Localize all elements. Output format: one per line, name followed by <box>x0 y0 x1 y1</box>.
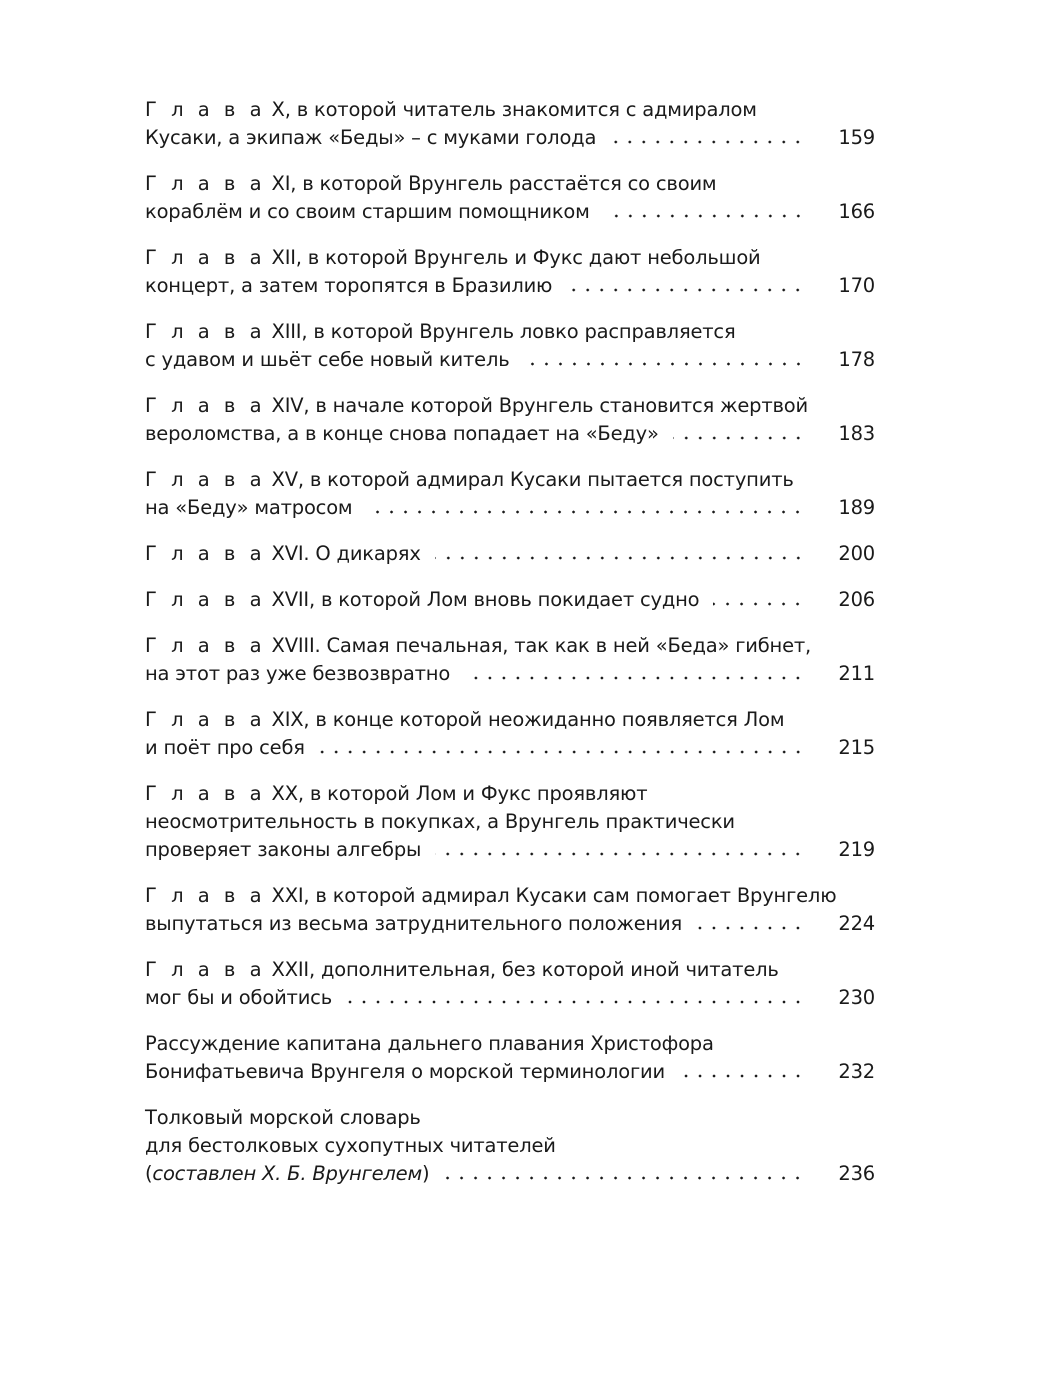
toc-entry-text <box>145 958 779 981</box>
toc-entry-line <box>145 392 875 420</box>
chapter-title: XVIII. Самая печальная, так как в ней «Беда» гибнет, <box>265 634 812 657</box>
toc-entry-line <box>145 466 875 494</box>
page-number: 200 <box>838 542 875 565</box>
page-number: 232 <box>838 1060 875 1083</box>
dot-leader <box>319 750 805 754</box>
chapter-title: XX, в которой Лом и Фукс проявляют <box>265 782 648 805</box>
dot-leader <box>610 140 805 144</box>
toc-entry <box>145 540 875 568</box>
dot-leader <box>464 676 805 680</box>
dot-leader <box>435 556 805 560</box>
toc-entry-text <box>145 540 421 568</box>
page-number: 178 <box>838 348 875 371</box>
page-number: 211 <box>838 662 875 685</box>
dot-leader <box>713 602 805 606</box>
toc-entry-text <box>145 708 784 731</box>
toc-entry <box>145 956 875 1012</box>
chapter-title: XXI, в которой адмирал Кусаки сам помогает Врунгелю <box>265 884 837 907</box>
toc-entry <box>145 318 875 374</box>
toc-entry <box>145 586 875 614</box>
paren-text: ) <box>422 1162 430 1185</box>
toc-entry-line <box>145 1104 875 1132</box>
toc-entry <box>145 632 875 688</box>
page-number: 224 <box>838 912 875 935</box>
dot-leader <box>566 288 805 292</box>
page-number: 159 <box>838 126 875 149</box>
page-number: 219 <box>838 838 875 861</box>
toc-entry-text <box>145 394 808 417</box>
page-number: 215 <box>838 736 875 759</box>
toc-entry-line <box>145 1030 875 1058</box>
toc-entry <box>145 96 875 152</box>
toc-entry-text <box>145 320 735 343</box>
toc-entry <box>145 392 875 448</box>
chapter-word: Г л а в а <box>145 782 266 805</box>
toc-entry <box>145 780 875 864</box>
toc-entry-last-line <box>145 586 875 614</box>
toc-entry-text: вероломства, а в конце снова попадает на «Беду» <box>145 422 659 445</box>
toc-entry-line <box>145 170 875 198</box>
page-number: 189 <box>838 496 875 519</box>
chapter-title: XIV, в начале которой Врунгель становится жертвой <box>265 394 809 417</box>
toc-entry-line <box>145 318 875 346</box>
toc-entry-last-line <box>145 346 875 374</box>
dot-leader <box>673 436 805 440</box>
toc-entry-line <box>145 244 875 272</box>
toc-entry-last-line <box>145 198 875 226</box>
toc-entry <box>145 706 875 762</box>
toc-entry-text: Кусаки, а экипаж «Беды» – с муками голода <box>145 126 597 149</box>
dot-leader <box>679 1074 805 1078</box>
chapter-title: XI, в которой Врунгель расстаётся со своим <box>265 172 717 195</box>
toc-entry-text: с удавом и шьёт себе новый китель <box>145 348 510 371</box>
toc-entry-last-line <box>145 910 875 938</box>
chapter-title: XV, в которой адмирал Кусаки пытается поступить <box>265 468 794 491</box>
page-number: 230 <box>838 986 875 1009</box>
toc-entry-text: неосмотрительность в покупках, а Врунгель практически <box>145 810 735 833</box>
toc-entry-last-line <box>145 420 875 448</box>
chapter-word: Г л а в а <box>145 542 266 565</box>
toc-entry-last-line <box>145 660 875 688</box>
toc-entry-text: Бонифатьевича Врунгеля о морской терминологии <box>145 1060 665 1083</box>
toc-entry-text: кораблём и со своим старшим помощником <box>145 200 590 223</box>
toc-entry-last-line <box>145 494 875 522</box>
toc-entry-line <box>145 632 875 660</box>
chapter-word: Г л а в а <box>145 958 266 981</box>
page-number: 183 <box>838 422 875 445</box>
toc-entry-line <box>145 956 875 984</box>
toc-entry-last-line <box>145 1160 875 1188</box>
toc-entry-text <box>145 634 811 657</box>
toc-entry <box>145 882 875 938</box>
dot-leader <box>346 1000 805 1004</box>
toc-entry-line <box>145 808 875 836</box>
toc-entry-text <box>145 246 761 269</box>
table-of-contents <box>145 96 875 1206</box>
toc-entry-text: на «Беду» матросом <box>145 496 353 519</box>
page-number: 170 <box>838 274 875 297</box>
toc-entry-last-line <box>145 272 875 300</box>
toc-entry <box>145 466 875 522</box>
dot-leader <box>366 510 805 514</box>
chapter-word: Г л а в а <box>145 708 266 731</box>
chapter-word: Г л а в а <box>145 98 266 121</box>
chapter-word: Г л а в а <box>145 172 266 195</box>
page-number: 206 <box>838 588 875 611</box>
chapter-title: XVII, в которой Лом вновь покидает судно <box>265 588 700 611</box>
toc-entry-text: проверяет законы алгебры <box>145 838 422 861</box>
dot-leader <box>524 362 805 366</box>
toc-entry-text: и поёт про себя <box>145 736 305 759</box>
chapter-title: XXII, дополнительная, без которой иной читатель <box>265 958 779 981</box>
toc-entry-text: Толковый морской словарь <box>145 1106 421 1129</box>
chapter-word: Г л а в а <box>145 394 266 417</box>
toc-entry-line <box>145 706 875 734</box>
toc-entry-text <box>145 98 757 121</box>
toc-entry-text <box>145 468 794 491</box>
toc-entry <box>145 244 875 300</box>
toc-entry-last-line <box>145 1058 875 1086</box>
chapter-word: Г л а в а <box>145 634 266 657</box>
paren-text: ( <box>145 1162 153 1185</box>
toc-entry-line <box>145 882 875 910</box>
toc-entry-last-line <box>145 124 875 152</box>
page-number: 166 <box>838 200 875 223</box>
dot-leader <box>696 926 805 930</box>
chapter-word: Г л а в а <box>145 468 266 491</box>
toc-entry-text: концерт, а затем торопятся в Бразилию <box>145 274 553 297</box>
chapter-title: XIX, в конце которой неожиданно появляется Лом <box>265 708 785 731</box>
toc-entry <box>145 170 875 226</box>
italic-text: составлен Х. Б. Врунгелем <box>152 1162 422 1185</box>
page-number: 236 <box>838 1162 875 1185</box>
toc-entry-last-line <box>145 984 875 1012</box>
chapter-word: Г л а в а <box>145 320 266 343</box>
toc-entry <box>145 1030 875 1086</box>
chapter-title: XII, в которой Врунгель и Фукс дают небольшой <box>265 246 761 269</box>
chapter-title: XVI. О дикарях <box>265 542 421 565</box>
toc-entry-text: Рассуждение капитана дальнего плавания Христофора <box>145 1032 714 1055</box>
toc-entry-line <box>145 780 875 808</box>
toc-entry-text <box>145 586 699 614</box>
toc-entry-last-line <box>145 836 875 864</box>
chapter-title: XIII, в которой Врунгель ловко расправляется <box>265 320 736 343</box>
chapter-word: Г л а в а <box>145 588 266 611</box>
toc-entry-line <box>145 1132 875 1160</box>
toc-entry-text: мог бы и обойтись <box>145 986 332 1009</box>
toc-entry-text <box>145 172 716 195</box>
toc-entry-text: на этот раз уже безвозвратно <box>145 662 451 685</box>
toc-entry-last-line <box>145 734 875 762</box>
dot-leader <box>443 1176 805 1180</box>
chapter-word: Г л а в а <box>145 246 266 269</box>
chapter-title: X, в которой читатель знакомится с адмиралом <box>265 98 757 121</box>
toc-entry <box>145 1104 875 1188</box>
dot-leader <box>604 214 805 218</box>
toc-entry-text: выпутаться из весьма затруднительного положения <box>145 912 683 935</box>
toc-entry-text <box>145 782 647 805</box>
toc-entry-text: для бестолковых сухопутных читателей <box>145 1134 556 1157</box>
toc-entry-last-line <box>145 540 875 568</box>
chapter-word: Г л а в а <box>145 884 266 907</box>
toc-entry-line <box>145 96 875 124</box>
dot-leader <box>435 852 805 856</box>
toc-entry-text <box>145 884 836 907</box>
toc-entry-text <box>145 1160 429 1188</box>
